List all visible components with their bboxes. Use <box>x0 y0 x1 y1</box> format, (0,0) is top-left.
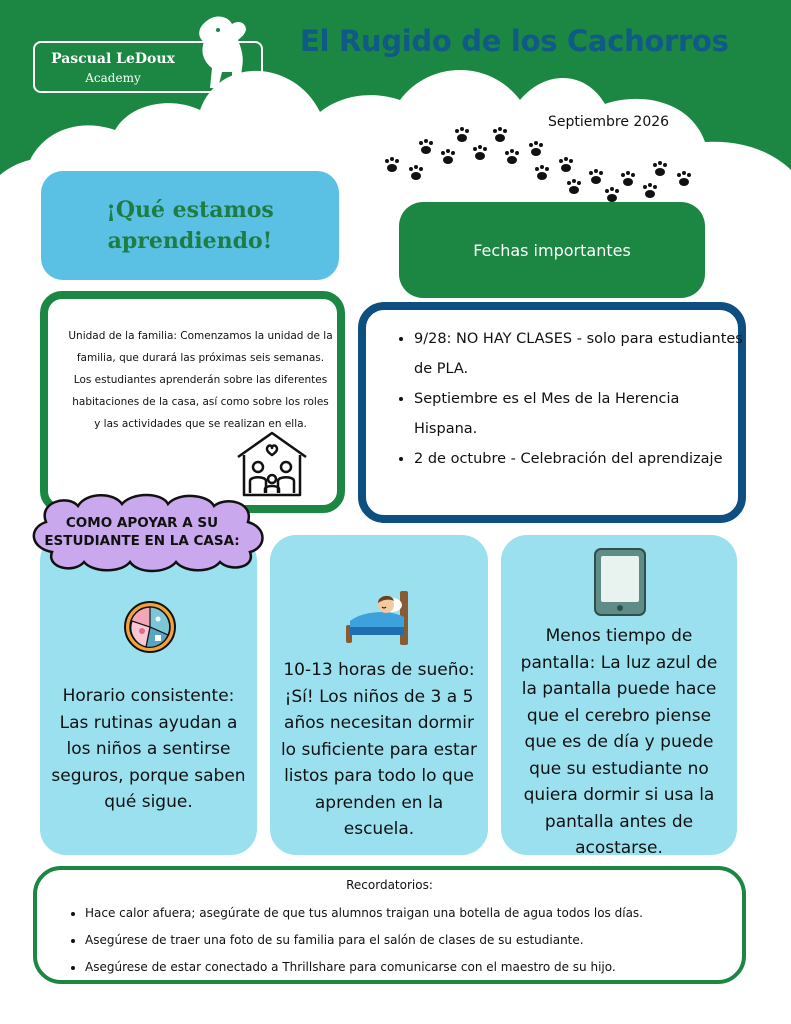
reminders-list <box>67 900 745 981</box>
learning-heading-pill <box>41 171 339 280</box>
logo-sub: Academy <box>85 71 141 85</box>
logo-name: Pascual LeDoux <box>51 51 175 67</box>
family-unit-text: Unidad de la familia: Comenzamos la unidad de la familia, que durará las próximas seis semanas. Los estudiantes aprenderán sobre las diferentes habitaciones de la casa, así como sobre los roles y las actividades que se realizan en ella. <box>68 330 333 430</box>
dates-heading: Fechas importantes <box>473 240 631 260</box>
lion-cub-icon <box>188 14 258 90</box>
sleeping-child-icon <box>344 583 414 647</box>
reminders-heading: Recordatorios: <box>346 878 433 892</box>
sleep-card <box>270 535 488 855</box>
newsletter-title: El Rugido de los Cachorros <box>300 24 729 58</box>
sleep-text: 10-13 horas de sueño: ¡Sí! Los niños de 3 a 5 años necesitan dormir lo suficiente para estar listos para todo lo que aprenden en la escuela. <box>280 660 478 839</box>
date-item: • 2 de octubre - Celebración del aprendizaje <box>414 444 744 474</box>
routine-text: Horario consistente: Las rutinas ayudan a los niños a sentirse seguros, porque saben qué sigue. <box>51 686 246 812</box>
family-unit-box <box>40 291 345 513</box>
reminders-box <box>33 866 746 984</box>
clock-plate-icon <box>122 599 178 655</box>
dates-list <box>396 324 744 474</box>
screen-time-card <box>501 535 737 858</box>
reminder-item: • Hace calor afuera; asegúrate de que tus alumnos traigan una botella de agua todos los días. <box>85 900 745 927</box>
date-item: • Septiembre es el Mes de la Herencia Hispana. <box>414 384 744 444</box>
tablet-icon <box>593 547 647 617</box>
important-dates-box <box>358 302 746 523</box>
dates-heading-pill <box>399 202 705 298</box>
reminder-item: • Asegúrese de traer una foto de su familia para el salón de clases de su estudiante. <box>85 927 745 954</box>
learning-heading: ¡Qué estamos aprendiendo! <box>106 196 274 254</box>
date-item: • 9/28: NO HAY CLASES - solo para estudiantes de PLA. <box>414 324 744 384</box>
routine-card <box>40 535 257 855</box>
newsletter-date: Septiembre 2026 <box>548 114 670 130</box>
support-heading: COMO APOYAR A SU ESTUDIANTE EN LA CASA: <box>44 515 240 549</box>
paw-prints-icon <box>382 124 702 204</box>
reminder-item: • Asegúrese de estar conectado a Thrillshare para comunicarse con el maestro de su hijo. <box>85 954 745 981</box>
screen-time-text: Menos tiempo de pantalla: La luz azul de la pantalla puede hace que el cerebro piense que es de día y puede que su estudiante no quiera dormir si usa la pantalla antes de acostarse. <box>520 626 718 858</box>
